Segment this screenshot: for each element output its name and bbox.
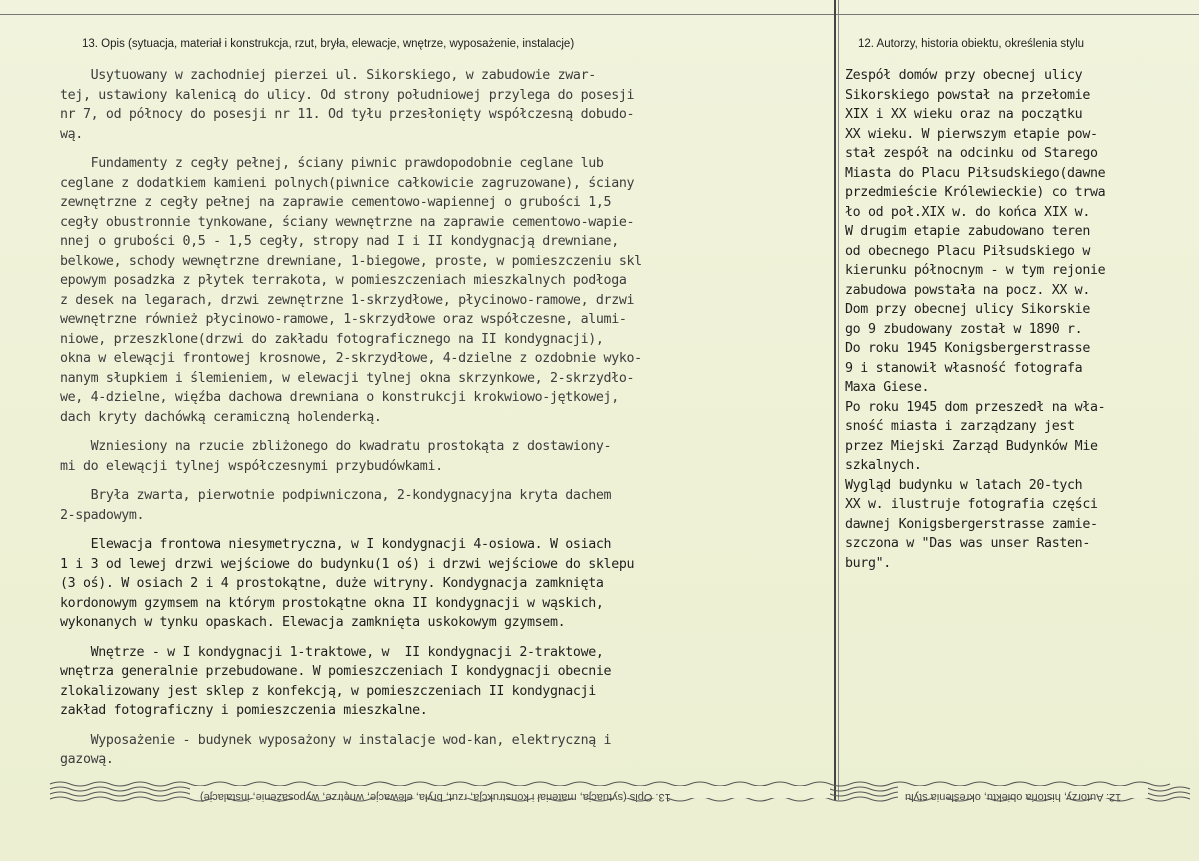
section-13-label: 13. Opis (sytuacja, materiał i konstrukcja, rzut, bryła, elewacje, wnętrze, wyposażenie, instalacje) [82,38,575,50]
description-paragraph-interior: Wnętrze - w I kondygnacji 1-traktowe, w II kondygnacji 2-traktowe, wnętrza generalnie przebudowane. W pomieszczeniach I kondygnacji obecnie zlokalizowany jest sklep z konfekcją, w pomieszczeniach II kondygnacji zakład fotograficzny i pomieszczenia mieszkalne. [60,644,612,718]
description-paragraph-plan: Wzniesiony na rzucie zbliżonego do kwadratu prostokąta z dostawiony- mi do elewącji tylnej współczesnymi przybudówkami. [60,439,612,474]
section-12-label: 12. Autorzy, historia obiektu, określenia stylu [858,38,1085,50]
top-rule [0,14,1199,15]
mirrored-section-13-label: 13. Opis (sytuacja, materiał i konstrukcja, rzut, bryła, elewacje, wnętrze, wyposażenie, instalacje) [200,791,671,803]
description-column [60,66,830,780]
column-divider [834,0,836,800]
column-divider-inner [838,0,839,800]
history-column [845,66,1195,573]
description-paragraph-location: Usytuowany w zachodniej pierzei ul. Sikorskiego, w zabudowie zwar- tej, ustawiony kalenicą do ulicy. Od strony południowej przylega do posesji nr 7, od północy do posesji nr 11. Od tyłu przesłonięty współczesną dobudo- wą. [60,68,635,142]
history-text: Zespół domów przy obecnej ulicy Sikorskiego powstał na przełomie XIX i XX wieku oraz na początku XX wieku. W pierwszym etapie pow- stał zespół na odcinku od Starego Miasta do Placu Piłsudskiego(dawne przedmieście Królewieckie) co trwa ło od poł.XIX w. do końca XIX w. W drugim etapie zabudowano teren od obecnego Placu Piłsudskiego w kierunku północnym - w tym rejonie zabudowa powstała na pocz. XX w. Dom przy obecnej ulicy Sikorskie go 9 zbudowany został w 1890 r. Do roku 1945 Konigsbergerstrasse 9 i stanowił własność fotografa Maxa Giese. Po roku 1945 dom przeszedł na wła- sność miasta i zarządzany jest przez Miejski Zarząd Budynków Mie szkalnych. Wygląd budynku w latach 20-tych XX w. ilustruje fotografia części dawnej Konigsbergerstrasse zamie- szczona w "Das was unser Rasten- burg". [845,68,1106,571]
description-paragraph-equipment: Wyposażenie - budynek wyposażony w instalacje wod-kan, elektryczną i gazową. [60,732,612,767]
description-paragraph-massing: Bryła zwarta, pierwotnie podpiwniczona, 2-kondygnacyjna kryta dachem 2-spadowym. [60,488,612,523]
mirrored-section-12-label: 12. Autorzy, historia obiektu, określenia stylu [905,791,1122,803]
description-paragraph-elevation: Elewacja frontowa niesymetryczna, w I kondygnacji 4-osiowa. W osiach 1 i 3 od lewej drzwi wejściowe do budynku(1 oś) i drzwi wejściowe do sklepu (3 oś). W osiach 2 i 4 prostokątne, duże witryny. Kondygnacja zamknięta kordonowym gzymsem na którym prostokątne okna II kondygnacji w wąskich, wykonanych w tynku opaskach. Elewacja zamknięta uskokowym gzymsem. [60,537,635,630]
description-paragraph-materials: Fundamenty z cegły pełnej, ściany piwnic prawdopodobnie ceglane lub ceglane z dodatkiem kamieni polnych(piwnice całkowicie zagruzowane), ściany zewnętrzne z cegły pełnej na zaprawie cementowo-wapiennej o grubości 1,5 cegły obustronnie tynkowane, ściany wewnętrzne na zaprawie cementowo-wapie- nnej o grubości 0,5 - 1,5 cegły, stropy nad I i II kondygnacją drewniane, belkowe, schody wewnętrzne drewniane, 1-biegowe, proste, w pomieszczeniu skl epowym posadzka z płytek terrakota, w pomieszczeniach mieszkalnych podłoga z desek na legarach, drzwi zewnętrzne 1-skrzydłowe, płycinowo-ramowe, drzwi wewnętrzne również płycinowo-ramowe, 1-skrzydłowe oraz współczesne, alumi- niowe, przeszklone(drzwi do zakładu fotograficznego na II kondygnacji), okna w elewącji frontowej krosnowe, 2-skrzydłowe, 4-dzielne z ozdobnie wyko- nanym słupkiem i ślemieniem, w elewacji tylnej okna skrzynkowe, 2-skrzydło- we, 4-dzielne, więźba dachowa drewniana o konstrukcji krokwiowo-jętkowej, dach kryty dachówką ceramiczną holenderką. [60,156,642,425]
